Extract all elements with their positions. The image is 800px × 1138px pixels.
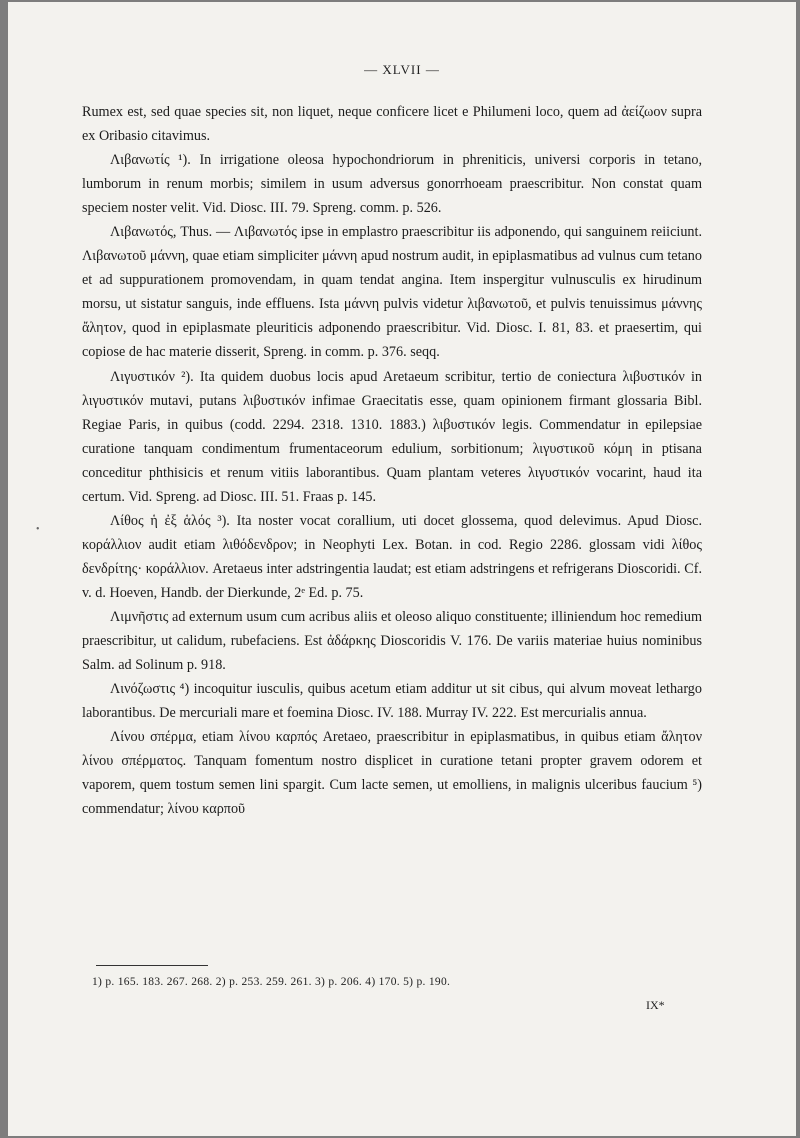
paragraph-limnestis: Λιμνῆστις ad externum usum cum acribus aliis et oleoso aliquo constituente; illiniendum hoc remedium praescribitur, ut calidum, rubefaciens. Est ἀδάρκης Dioscoridis V. 176. De variis materiae huius nominibus Salm. ad Solinum p. 918. <box>82 608 702 674</box>
paragraph-linozostis: Λινόζωστις ⁴) incoquitur iusculis, quibus acetum etiam additur ut sit cibus, qui alvum moveat lethargo laborantibus. De mercuriali mare et foemina Diosc. IV. 188. Murray IV. 222. Est mercurialis annua. <box>82 681 702 722</box>
margin-mark: • <box>36 524 40 535</box>
body-text <box>82 100 702 821</box>
footnotes: 1) p. 165. 183. 267. 268. 2) p. 253. 259. 261. 3) p. 206. 4) 170. 5) p. 190. <box>92 976 451 988</box>
paragraph-lithos: Λίθος ἡ ἐξ ἁλός ³). Ita noster vocat corallium, uti docet glossema, quod delevimus. Apud Diosc. κοράλλιον audit etiam λιθόδενδρον; in Neophyti Lex. Botan. in cod. Regio 2286. glossam vidi λίθος δενδρίτης· κοράλλιον. Aretaeus inter adstringentia laudat; est etiam adstringens et refrigerans Dioscoridi. Cf. v. d. Hoeven, Handb. der Dierkunde, 2ᵉ Ed. p. 75. <box>82 512 702 601</box>
paragraph-libanotos: Λιβανωτός, Thus. — Λιβανωτός ipse in emplastro praescribitur iis adponendo, qui sanguinem reiiciunt. Λιβανωτοῦ μάννη, quae etiam simpliciter μάννη apud nostrum audit, in epiplasmatibus ad vulnus cum tetano et ad suppurationem promovendam, in quam tendat angina. Item inspergitur vulnusculis ex hirudinum morsu, ut sistatur sanguis, inde effluens. Ista μάννη pulvis videtur λιβανωτοῦ, et pulvis tenuissimus μάννης ἄλητον, quod in epiplasmate pleuriticis adponendo praescribitur. Vid. Diosc. I. 81, 83. et praesertim, qui copiose de hac materie disserit, Spreng. in comm. p. 376. seqq. <box>82 224 702 361</box>
signature-mark: IX* <box>646 998 665 1012</box>
page-number: — XLVII — <box>364 62 440 77</box>
paragraph-ligystikon: Λιγυστικόν ²). Ita quidem duobus locis apud Aretaeum scribitur, tertio de coniectura λιβυστικόν in λιγυστικόν mutavi, putans λιβυστικόν infimae Graecitatis esse, quam opinionem firmant glossaria Bibl. Regiae Paris, in quibus (codd. 2294. 2318. 1310. 1883.) λιβυστικόν legis. Commendatur in epilepsiae curatione tanquam condimentum frumentaceorum edulium, sorbitionum; λιγυστικοῦ κόμη in ptisana conceditur phthisicis et renum vitiis laborantibus. Quam plantam veteres λιγυστικόν vocarint, haud ita certum. Vid. Spreng. ad Diosc. III. 51. Fraas p. 145. <box>82 368 702 505</box>
page-sheet <box>8 2 796 1136</box>
paragraph-libanotis: Λιβανωτίς ¹). In irrigatione oleosa hypochondriorum in phreniticis, universi corporis in tetano, lumborum in renum morbis; similem in usum adversus gonorrhoeam praescribitur. Non constat quam speciem noster velit. Vid. Diosc. III. 79. Spreng. comm. p. 526. <box>82 152 702 217</box>
footnote-rule <box>96 965 208 966</box>
paragraph-linou-sperma: Λίνου σπέρμα, etiam λίνου καρπός Aretaeo, praescribitur in epiplasmatibus, in quibus etiam ἄλητον λίνου σπέρματος. Tanquam fomentum nostro displicet in curatione tetani propter gravem odorem et vaporem, quem tostum semen lini spargit. Cum lacte semen, ut emolliens, in malignis ulceribus faucium ⁵) commendatur; λίνου καρποῦ <box>82 729 702 818</box>
paragraph-rumex: Rumex est, sed quae species sit, non liquet, neque conficere licet e Philumeni loco, quem ad ἀείζωον supra ex Oribasio citavimus. <box>82 104 702 145</box>
